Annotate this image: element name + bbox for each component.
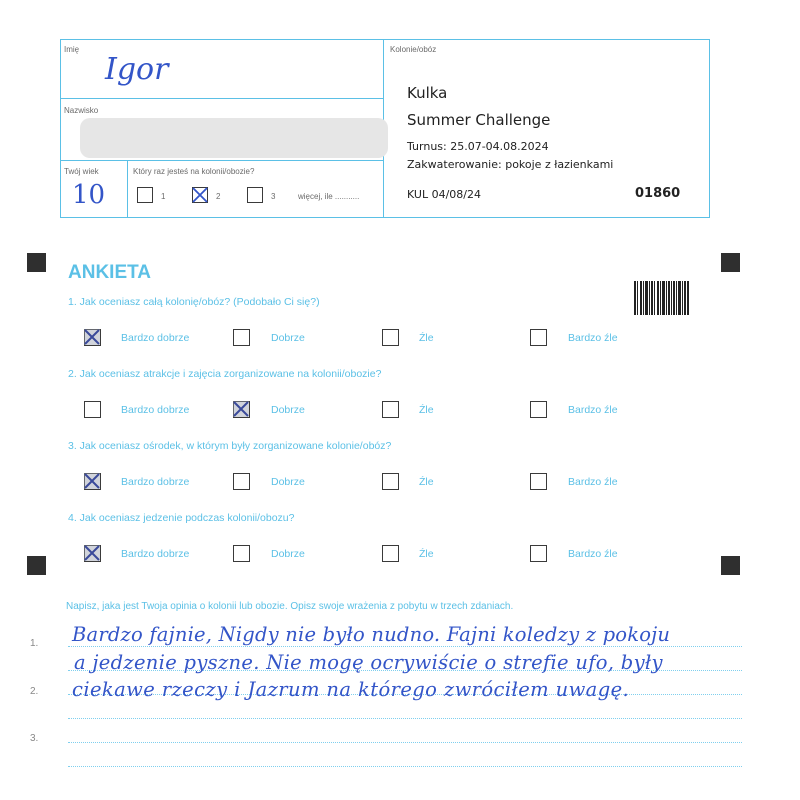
answer-line <box>68 742 742 743</box>
header-row-line-1 <box>60 98 383 99</box>
line-number-1: 1. <box>30 638 39 649</box>
check-x-icon <box>82 543 102 563</box>
colony-program: Summer Challenge <box>407 111 551 129</box>
q1-checkbox-bardzo-zle[interactable] <box>530 329 547 346</box>
first-name-label: Imię <box>64 45 80 54</box>
question-2-text: 2. Jak oceniasz atrakcje i zajęcia zorganizowane na kolonii/obozie? <box>68 368 382 380</box>
colony-turnus: Turnus: 25.07-04.08.2024 <box>407 140 549 153</box>
q2-option-bardzo-zle: Bardzo źle <box>568 404 618 416</box>
colony-accommodation: Zakwaterowanie: pokoje z łazienkami <box>407 158 614 171</box>
answer-line <box>68 766 742 767</box>
times-label: Który raz jesteś na kolonii/obozie? <box>133 167 255 176</box>
q4-checkbox-dobrze[interactable] <box>233 545 250 562</box>
q2-checkbox-dobrze[interactable] <box>233 401 250 418</box>
q2-option-bardzo-dobrze: Bardzo dobrze <box>121 404 190 416</box>
last-name-label: Nazwisko <box>64 106 99 115</box>
age-divider <box>127 160 128 218</box>
age-label: Twój wiek <box>64 167 99 176</box>
registration-marker <box>27 556 46 575</box>
q3-option-bardzo-zle: Bardzo źle <box>568 476 618 488</box>
check-x-icon <box>82 327 102 347</box>
q3-checkbox-dobrze[interactable] <box>233 473 250 490</box>
q1-option-bardzo-zle: Bardzo źle <box>568 332 618 344</box>
q1-option-bardzo-dobrze: Bardzo dobrze <box>121 332 190 344</box>
question-3-text: 3. Jak oceniasz ośrodek, w którym były zorganizowane kolonie/obóz? <box>68 440 392 452</box>
q3-checkbox-bardzo-zle[interactable] <box>530 473 547 490</box>
answer-line <box>68 646 742 647</box>
header-row-line-2 <box>60 160 383 161</box>
times-checkbox-3[interactable] <box>247 187 263 203</box>
registration-marker <box>721 253 740 272</box>
registration-marker <box>27 253 46 272</box>
q2-option-dobrze: Dobrze <box>271 404 305 416</box>
q1-checkbox-dobrze[interactable] <box>233 329 250 346</box>
q2-checkbox-bardzo-dobrze[interactable] <box>84 401 101 418</box>
times-checkbox-2[interactable] <box>192 187 208 203</box>
q2-checkbox-bardzo-zle[interactable] <box>530 401 547 418</box>
line-number-3: 3. <box>30 733 39 744</box>
question-4-text: 4. Jak oceniasz jedzenie podczas kolonii/obozu? <box>68 512 295 524</box>
colony-label: Kolonie/obóz <box>390 45 437 54</box>
colony-name: Kulka <box>407 84 448 102</box>
registration-marker <box>721 556 740 575</box>
q3-checkbox-bardzo-dobrze[interactable] <box>84 473 101 490</box>
handwritten-line-1[interactable]: Bardzo fajnie, Nigdy nie było nudno. Fajni koledzy z pokoju <box>72 623 671 646</box>
q1-checkbox-bardzo-dobrze[interactable] <box>84 329 101 346</box>
q1-option-zle: Źle <box>419 332 434 344</box>
q1-checkbox-zle[interactable] <box>382 329 399 346</box>
answer-line <box>68 718 742 719</box>
colony-number: 01860 <box>635 186 681 201</box>
q4-checkbox-bardzo-dobrze[interactable] <box>84 545 101 562</box>
opinion-prompt: Napisz, jaka jest Twoja opinia o kolonii lub obozie. Opisz swoje wrażenia z pobytu w trzech zdaniach. <box>66 601 514 612</box>
q4-option-zle: Źle <box>419 548 434 560</box>
times-checkbox-1[interactable] <box>137 187 153 203</box>
q4-checkbox-bardzo-zle[interactable] <box>530 545 547 562</box>
q3-option-zle: Źle <box>419 476 434 488</box>
q3-option-bardzo-dobrze: Bardzo dobrze <box>121 476 190 488</box>
q2-checkbox-zle[interactable] <box>382 401 399 418</box>
colony-code: KUL 04/08/24 <box>407 188 481 201</box>
q1-option-dobrze: Dobrze <box>271 332 305 344</box>
times-option-2: 2 <box>216 192 221 201</box>
check-x-icon <box>190 185 210 205</box>
q3-option-dobrze: Dobrze <box>271 476 305 488</box>
q4-option-bardzo-zle: Bardzo źle <box>568 548 618 560</box>
check-x-icon <box>231 399 251 419</box>
q4-option-bardzo-dobrze: Bardzo dobrze <box>121 548 190 560</box>
age-value[interactable]: 10 <box>72 180 106 210</box>
first-name-value[interactable]: Igor <box>105 52 169 87</box>
times-option-more: więcej, ile ........... <box>298 192 360 201</box>
times-option-1: 1 <box>161 192 166 201</box>
barcode-icon <box>634 281 690 315</box>
survey-title: ANKIETA <box>68 262 152 283</box>
q2-option-zle: Źle <box>419 404 434 416</box>
check-x-icon <box>82 471 102 491</box>
q4-checkbox-zle[interactable] <box>382 545 399 562</box>
last-name-redacted <box>80 118 388 158</box>
q3-checkbox-zle[interactable] <box>382 473 399 490</box>
line-number-2: 2. <box>30 686 39 697</box>
times-option-3: 3 <box>271 192 276 201</box>
question-1-text: 1. Jak oceniasz całą kolonię/obóz? (Podobało Ci się?) <box>68 296 320 308</box>
handwritten-line-2[interactable]: a jedzenie pyszne. Nie mogę ocrywiście o strefie ufo, były <box>74 651 663 674</box>
q4-option-dobrze: Dobrze <box>271 548 305 560</box>
handwritten-line-3[interactable]: ciekawe rzeczy i Jazrum na którego zwróciłem uwagę. <box>72 678 630 701</box>
